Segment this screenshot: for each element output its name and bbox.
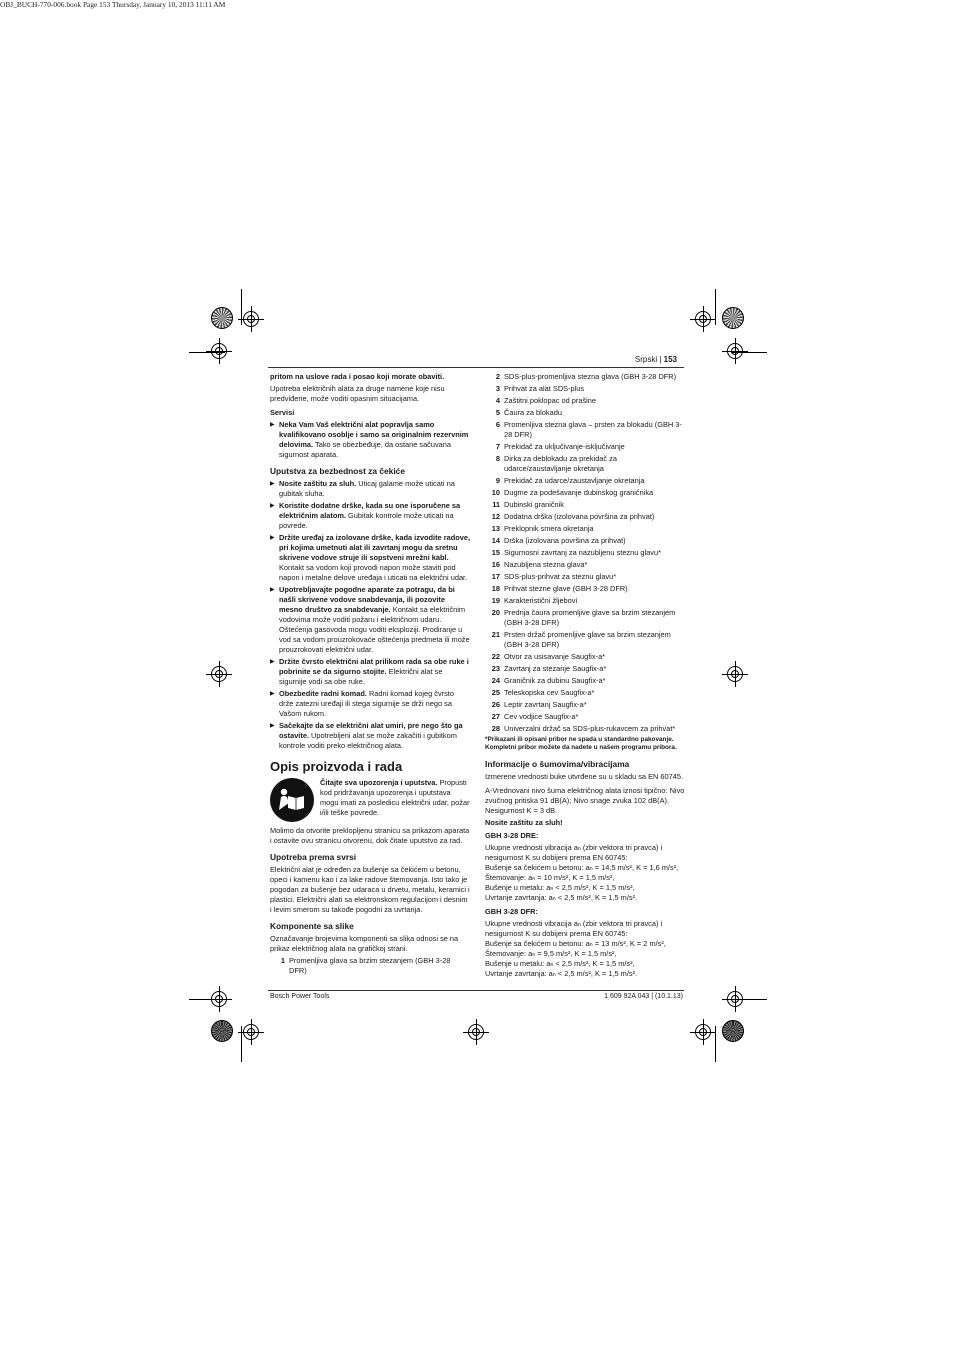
component-number: 4 xyxy=(495,396,500,405)
servisi-bold: Neka Vam Vaš električni alat popravlja samo kvalifikovano osoblje i samo sa originalnim rezervnim delovima. xyxy=(279,420,469,449)
component-number: 14 xyxy=(491,536,500,545)
components-title: Komponente sa slike xyxy=(270,921,354,931)
bullet-bold: Nosite zaštitu za sluh. xyxy=(279,479,357,488)
component-number: 21 xyxy=(491,630,500,639)
crop-mark xyxy=(189,352,225,353)
usage-title: Upotreba prema svrsi xyxy=(270,852,357,862)
component-number: 12 xyxy=(491,512,500,521)
crop-mark xyxy=(715,1026,716,1062)
component-text: Dubinski graničnik xyxy=(504,500,564,509)
servisi-bullet xyxy=(270,420,470,460)
crop-mark xyxy=(731,352,767,353)
component-item xyxy=(485,630,685,650)
component-text: Promenljiva stezna glava – prsten za blokadu (GBH 3-28 DFR) xyxy=(504,420,682,439)
component-item xyxy=(485,652,685,662)
noise-p2: A-Vrednovani nivo šuma električnog alata iznosi tipično: Nivo zvučnog pritiska 91 dB(A); Nivo snage zvuka 102 dB(A). Nesigurnost K = 3 dB. xyxy=(485,785,685,815)
component-text: Univerzalni držač sa SDS-plus-rukavcem za prihvat* xyxy=(504,724,676,733)
component-item xyxy=(485,584,685,594)
bullet-text: Kontakt sa električnim vodovima može voditi požaru i električnom udaru. Oštećenja gasovoda mogu voditi eksploziji. Prodiranje u vod sa vodom prouzrokovaće oštećenja predmeta ili može prouzrokovati električni udar. xyxy=(279,605,470,654)
usage-text: Električni alat je određen za bušenje sa čekićem u betonu, opeci i kamenu kao i za lake radove štemovanja. Isto tako je pogodan za bušenje bez udaraca u drvetu, metalu, keramici i plastici. Električni alati sa elektronskom regulacijom i desnim i levim smerom su takođe pogodni za uvrtanja. xyxy=(270,865,470,914)
dre-line: Bušenje u metalu: aₕ < 2,5 m/s², K = 1,5 m/s², xyxy=(485,882,635,892)
component-text: Drška (izolovana površina za prihvat) xyxy=(504,536,626,545)
crosshair-mark xyxy=(695,311,711,327)
crop-mark xyxy=(189,999,225,1000)
safety-title: Uputstva za bezbednost za čekiće xyxy=(270,466,405,476)
crosshair-mark xyxy=(211,343,227,359)
safety-bullet xyxy=(270,721,470,751)
component-number: 27 xyxy=(491,712,500,721)
component-item xyxy=(485,548,685,558)
component-number: 5 xyxy=(495,408,500,417)
dre-title: GBH 3-28 DRE: xyxy=(485,830,539,840)
footer-right: 1 609 92A 043 | (10.1.13) xyxy=(604,993,683,1000)
dre-line: Uvrtanje zavrtanja: aₕ < 2,5 m/s², K = 1,5 m/s². xyxy=(485,892,638,902)
safety-bullet xyxy=(270,501,470,531)
components-text: Označavanje brojevima komponenti sa slika odnosi se na prikaz električnog alata na grafičkoj strani. xyxy=(270,934,459,953)
component-text: Prekidač za udarce/zaustavljanje okretanja xyxy=(504,476,645,485)
component-number: 16 xyxy=(491,560,500,569)
safety-bullet xyxy=(270,689,470,719)
component-text: Otvor za usisavanje Saugfix-a* xyxy=(504,652,606,661)
servisi-title: Servisi xyxy=(270,408,295,417)
component-item xyxy=(485,512,685,522)
component-text: Dodatna drška (izolovana površina za prihvat) xyxy=(504,512,655,521)
component-item xyxy=(485,572,685,582)
component-text: Zavrtanj za stezanje Saugfix-a* xyxy=(504,664,607,673)
component-number: 15 xyxy=(491,548,500,557)
component-item xyxy=(485,488,685,498)
registration-disc-top-left xyxy=(211,307,233,329)
dfr-line: Ukupne vrednosti vibracija aₕ (zbir vektora tri pravca) i nesigurnost K su dobijeni prema EN 60745: xyxy=(485,918,663,938)
component-item xyxy=(485,396,685,406)
dfr-values xyxy=(485,919,685,979)
component-item xyxy=(485,372,685,382)
component-number: 3 xyxy=(495,384,500,393)
component-text: Promenljiva glava sa brzim stezanjem (GBH 3-28 DFR) xyxy=(289,956,451,975)
component-item xyxy=(485,676,685,686)
component-text: SDS-plus-prihvat za steznu glavu* xyxy=(504,572,617,581)
component-text: Čaura za blokadu xyxy=(504,408,562,417)
component-text: Prihvat stezne glave (GBH 3-28 DFR) xyxy=(504,584,628,593)
warning-block xyxy=(270,778,470,822)
component-number: 8 xyxy=(495,454,500,463)
safety-bullet xyxy=(270,479,470,499)
bullet-bold: Držite uređaj za izolovane drške, kada izvodite radove, pri kojima umetnuti alat ili zavrtanj mogu da sretnu skrivene vodove struje ili sopstveni mrežni kabl. xyxy=(279,533,470,562)
crosshair-mark xyxy=(727,343,743,359)
crop-mark xyxy=(241,289,242,325)
crop-mark xyxy=(731,999,767,1000)
component-text: Nazubljena stezna glava* xyxy=(504,560,588,569)
intro-bold: pritom na uslove rada i posao koji morate obaviti. xyxy=(270,372,445,381)
noise-bold: Nosite zaštitu za sluh! xyxy=(485,817,563,827)
safety-bullet xyxy=(270,533,470,583)
component-item xyxy=(485,408,685,418)
noise-title: Informacije o šumovima/vibracijama xyxy=(485,758,630,769)
crosshair-mark xyxy=(211,666,227,682)
registration-disc-bottom-right xyxy=(722,1020,744,1042)
component-number: 11 xyxy=(492,500,500,509)
component-number: 23 xyxy=(491,664,500,673)
bullet-bold: Držite čvrsto električni alat prilikom rada sa obe ruke i pobrinite se da sigurno stojite. xyxy=(279,657,469,676)
crosshair-mark xyxy=(727,666,743,682)
component-text: Karakteristični žljebovi xyxy=(504,596,578,605)
component-number: 25 xyxy=(491,688,500,697)
crosshair-mark xyxy=(695,1024,711,1040)
component-text: Prednja čaura promenljive glave sa brzim stezanjem (GBH 3-28 DFR) xyxy=(504,608,676,627)
safety-bullet xyxy=(270,657,470,687)
warning-text-block xyxy=(320,778,470,822)
bullet-text: Gubitak kontrole može uticati na povrede. xyxy=(279,511,454,530)
left-column xyxy=(270,372,470,978)
component-item xyxy=(485,688,685,698)
dre-line: Ukupne vrednosti vibracija aₕ (zbir vektora tri pravca) i nesigurnost K su dobijeni prema EN 60745: xyxy=(485,842,663,862)
footnote-line: Kompletni pribor možete da nadete u našem programu pribora. xyxy=(485,744,677,752)
component-item xyxy=(485,536,685,546)
component-item xyxy=(485,712,685,722)
dfr-line: Uvrtanje zavrtanja: aₕ < 2,5 m/s², K = 1,5 m/s². xyxy=(485,968,638,978)
component-item xyxy=(485,664,685,674)
component-item xyxy=(485,524,685,534)
dfr-line: Štemovanje: aₕ = 9,5 m/s², K = 1,5 m/s², xyxy=(485,948,617,958)
footer-left: Bosch Power Tools xyxy=(270,993,330,1000)
bullet-text: Kontakt sa vodom koji provodi napon može staviti pod napon i metalne delove uređaja i uticati na električni udar. xyxy=(279,563,468,582)
component-item xyxy=(485,454,685,474)
bullet-text: Radni komad kojeg čvrsto drže zatezni uređaji ili stega sigurnije se drži nego sa Vašom rukom. xyxy=(279,689,454,718)
component-number: 7 xyxy=(495,442,500,451)
crosshair-mark xyxy=(243,1024,259,1040)
accessory-footnote xyxy=(485,736,685,753)
component-text: Leptir zavrtanj Saugfix-a* xyxy=(504,700,587,709)
bullet-text: Upotrebljeni alat se može zakačiti i gubitkom kontrole voditi preko električnog alata. xyxy=(279,731,457,750)
component-text: Sigurnosni zavrtanj za nazubljenu steznu glavu* xyxy=(504,548,661,557)
bullet-text: Uticaj galame može uticati na gubitak sluha. xyxy=(279,479,455,498)
component-text: Prihvat za alat SDS-plus xyxy=(504,384,585,393)
component-item xyxy=(485,700,685,710)
component-item xyxy=(485,420,685,440)
right-column xyxy=(485,372,685,979)
component-item xyxy=(485,724,685,734)
component-number: 18 xyxy=(491,584,500,593)
bullet-bold: Koristite dodatne drške, kada su one isporučene sa električnim alatom. xyxy=(279,501,461,520)
component-text: Preklopnik smera okretanja xyxy=(504,524,594,533)
registration-disc-top-right xyxy=(722,307,744,329)
component-text: Graničnik za dubinu Saugfix-a* xyxy=(504,676,606,685)
dfr-title: GBH 3-28 DFR: xyxy=(485,906,538,916)
warning-bold: Čitajte sva upozorenja i uputstva. xyxy=(320,778,438,787)
page-language: Srpski xyxy=(634,355,658,364)
footnote-line: *Prikazani ili opisani pribor ne spada u standardno pakovanje. xyxy=(485,736,674,743)
file-header: OBJ_BUCH-770-006.book Page 153 Thursday, January 10, 2013 11:11 AM xyxy=(0,0,226,9)
component-text: Dugme za podešavanje dubinskog graničnika xyxy=(504,488,654,497)
component-text: Prekidač za uključivanje-isključivanje xyxy=(504,442,625,451)
dfr-line: Bušenje sa čekićem u betonu: aₕ = 13 m/s², K = 2 m/s², xyxy=(485,938,666,948)
component-number: 17 xyxy=(491,572,500,581)
component-text: Prsten držač promenljive glave sa brzim stezanjem (GBH 3-28 DFR) xyxy=(504,630,671,649)
component-number: 2 xyxy=(495,372,500,381)
crop-mark xyxy=(241,1026,242,1062)
component-number: 26 xyxy=(491,700,500,709)
component-item xyxy=(485,608,685,628)
header-rule xyxy=(268,367,684,368)
component-item xyxy=(485,476,685,486)
component-item xyxy=(485,500,685,510)
dfr-line: Bušenje u metalu: aₕ < 2,5 m/s², K = 1,5 m/s², xyxy=(485,958,635,968)
bullet-bold: Sačekajte da se električni alat umiri, pre nego što ga ostavite. xyxy=(279,721,463,740)
page-number: 153 xyxy=(663,355,677,364)
crosshair-mark xyxy=(243,311,259,327)
component-text: SDS-plus-promenljiva stezna glava (GBH 3-28 DFR) xyxy=(504,372,677,381)
bullet-bold: Upotrebljavajte pogodne aparate za potragu, da bi našli skrivene vodove snabdevanja, ili pozovite mesno društvo za snabdevanje. xyxy=(279,585,455,614)
crop-mark xyxy=(715,289,716,325)
component-item xyxy=(270,956,470,976)
component-number: 10 xyxy=(491,488,500,497)
component-number: 24 xyxy=(491,676,500,685)
component-text: Zaštitni poklopac od prašine xyxy=(504,396,597,405)
component-number: 19 xyxy=(491,596,500,605)
registration-disc-bottom-left xyxy=(211,1020,233,1042)
component-item xyxy=(485,596,685,606)
noise-p1: Izmerene vrednosti buke utvrđene su u skladu sa EN 60745. xyxy=(485,771,684,781)
component-text: Cev vodjice Saugfix-a* xyxy=(504,712,579,721)
component-number: 20 xyxy=(491,608,500,617)
intro-text: Upotreba električnih alata za druge namene koje nisu predviđene, može voditi opasnim situacijama. xyxy=(270,384,445,403)
dre-line: Bušenje sa čekićem u betonu: aₕ = 14,5 m/s², K = 1,6 m/s², xyxy=(485,862,679,872)
page-header: Srpski | 153 xyxy=(634,355,677,364)
footer-rule xyxy=(268,990,684,991)
components-list xyxy=(485,372,685,734)
section-title: Opis proizvoda i rada xyxy=(270,759,403,774)
warning-text: Propusti kod pridržavanja upozorenja i uputstava mogu imati za posledicu električni udar, požar i/ili teške povrede. xyxy=(320,778,470,817)
fold-text: Molimo da otvorite preklopljenu stranicu sa prikazom aparata i ostavite ovu stranicu otvorenu, dok čitate uputstvo za rad. xyxy=(270,826,470,845)
component-text: Teleskopska cev Saugfix-a* xyxy=(504,688,595,697)
component-item xyxy=(485,560,685,570)
component-number: 13 xyxy=(491,524,500,533)
component-item xyxy=(485,442,685,452)
crosshair-mark xyxy=(468,1024,484,1040)
dre-values xyxy=(485,843,685,903)
component-number: 6 xyxy=(495,420,500,429)
component-number: 9 xyxy=(495,476,500,485)
safety-bullet xyxy=(270,585,470,655)
component-item xyxy=(485,384,685,394)
dre-line: Štemovanje: aₕ = 10 m/s², K = 1,5 m/s², xyxy=(485,872,615,882)
bullet-bold: Obezbedite radni komad. xyxy=(279,689,367,698)
read-manual-icon xyxy=(270,778,314,822)
component-number: 1 xyxy=(280,956,285,965)
component-number: 28 xyxy=(491,724,500,733)
bullet-text: Električni alat se sigurnije vodi sa obe ruke. xyxy=(279,667,443,686)
servisi-text: Tako se obezbeđuje, da ostane sačuvana sigurnost aparata. xyxy=(279,440,452,459)
component-number: 22 xyxy=(491,652,500,661)
component-text: Dirka za deblokadu za prekidač za udarce/zaustavljanje okretanja xyxy=(504,454,617,473)
